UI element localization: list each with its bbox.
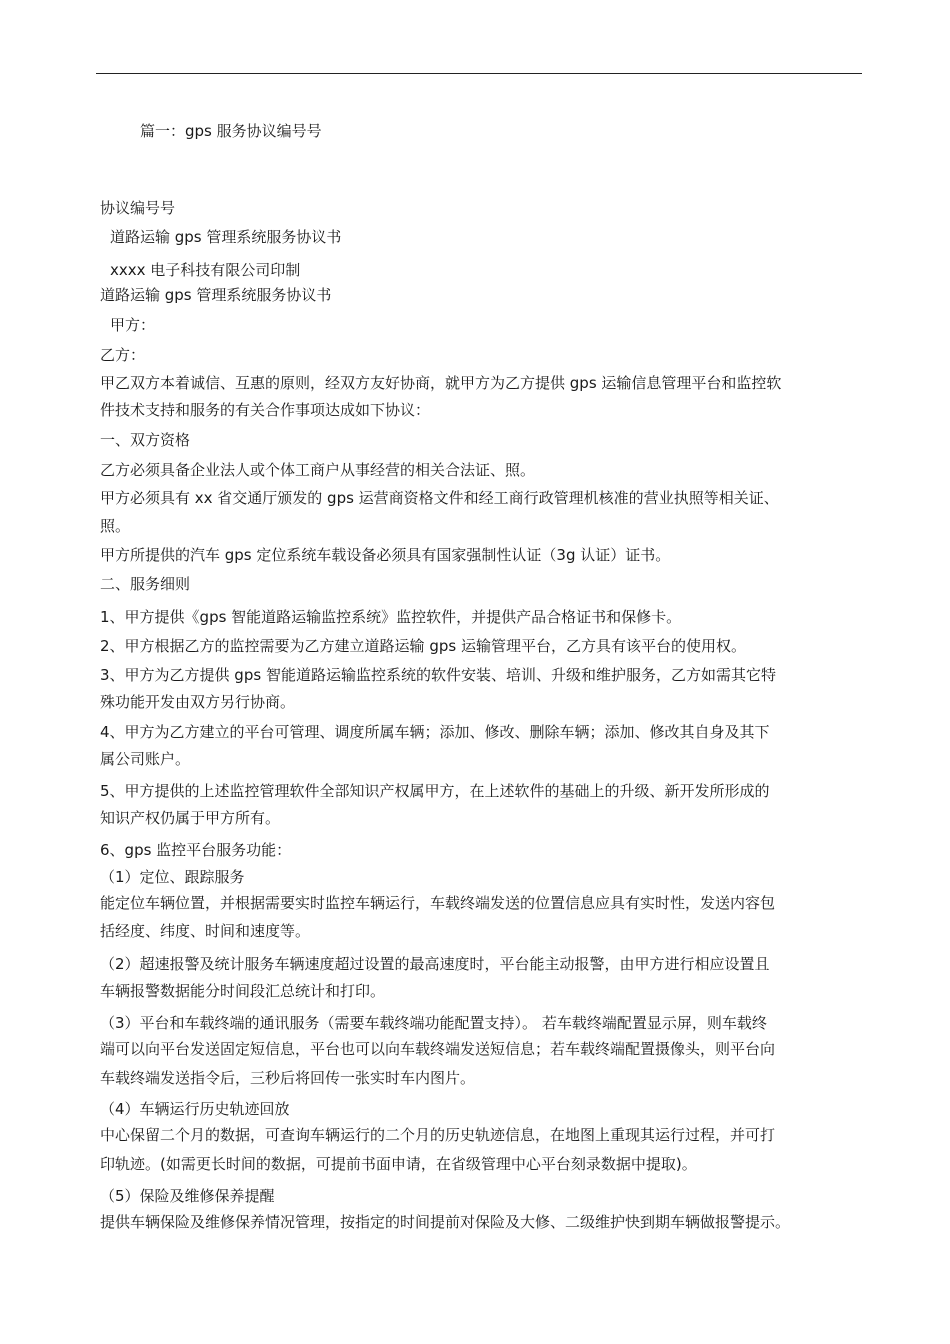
service-heading: （1）定位、跟踪服务 [100,868,245,886]
header-rule [96,73,862,74]
service-heading: （5）保险及维修保养提醒 [100,1187,275,1205]
service-line: 车载终端发送指令后，三秒后将回传一张实时车内图片。 [100,1069,476,1087]
clause-line: 2、甲方根据乙方的监控需要为乙方建立道路运输 gps 运输管理平台，乙方具有该平台的使用权。 [100,637,746,655]
party-a-label: 甲方： [110,316,156,334]
service-line: 能定位车辆位置，并根据需要实时监控车辆运行，车载终端发送的位置信息应具有实时性，发送内容包 [100,894,776,912]
service-line: 中心保留二个月的数据，可查询车辆运行的二个月的历史轨迹信息，在地图上重现其运行过程，并可打 [100,1126,776,1144]
clause-line: 3、甲方为乙方提供 gps 智能道路运输监控系统的软件安装、培训、升级和维护服务，乙方如需其它特 [100,666,776,684]
paragraph-line: 甲方所提供的汽车 gps 定位系统车载设备必须具有国家强制性认证（3g 认证）证书。 [100,546,671,564]
service-line: 车辆报警数据能分时间段汇总统计和打印。 [100,982,386,1000]
intro-line: 甲乙双方本着诚信、互惠的原则，经双方友好协商，就甲方为乙方提供 gps 运输信息管理平台和监控软 [100,374,782,392]
cover-doc-title: 道路运输 gps 管理系统服务协议书 [110,228,342,246]
cover-printer: xxxx 电子科技有限公司印制 [110,261,301,279]
service-line: （2）超速报警及统计服务车辆速度超过设置的最高速度时，平台能主动报警，由甲方进行相应设置且 [100,955,770,973]
clause-line: 5、甲方提供的上述监控管理软件全部知识产权属甲方，在上述软件的基础上的升级、新开发所形成的 [100,782,770,800]
service-line: 端可以向平台发送固定短信息，平台也可以向车载终端发送短信息；若车载终端配置摄像头，则平台向 [100,1040,776,1058]
paragraph-line: 照。 [100,517,131,535]
agreement-number-label: 协议编号号 [100,199,176,217]
service-line: 提供车辆保险及维修保养情况管理，按指定的时间提前对保险及大修、二级维护快到期车辆做报警提示。 [100,1213,791,1231]
service-line: 括经度、纬度、时间和速度等。 [100,922,311,940]
service-heading: （4）车辆运行历史轨迹回放 [100,1100,290,1118]
section-heading: 二、服务细则 [100,575,191,593]
clause-line: 6、gps 监控平台服务功能： [100,841,292,859]
clause-line: 殊功能开发由双方另行协商。 [100,693,296,711]
service-line: （3）平台和车载终端的通讯服务（需要车载终端功能配置支持）。 若车载终端配置显示屏，则车载终 [100,1014,767,1032]
clause-line: 4、甲方为乙方建立的平台可管理、调度所属车辆；添加、修改、删除车辆；添加、修改其自身及其下 [100,723,770,741]
body-title: 道路运输 gps 管理系统服务协议书 [100,286,332,304]
document-header-title: 篇一：gps 服务协议编号号 [140,122,322,140]
section-heading: 一、双方资格 [100,431,191,449]
clause-line: 知识产权仍属于甲方所有。 [100,809,281,827]
paragraph-line: 甲方必须具有 xx 省交通厅颁发的 gps 运营商资格文件和经工商行政管理机核准的营业执照等相关证、 [100,489,779,507]
service-line: 印轨迹。(如需更长时间的数据，可提前书面申请，在省级管理中心平台刻录数据中提取)。 [100,1155,697,1173]
party-b-label: 乙方： [100,346,146,364]
clause-line: 1、甲方提供《gps 智能道路运输监控系统》监控软件，并提供产品合格证书和保修卡。 [100,608,682,626]
clause-line: 属公司账户。 [100,750,191,768]
intro-line: 件技术支持和服务的有关合作事项达成如下协议： [100,401,431,419]
paragraph-line: 乙方必须具备企业法人或个体工商户从事经营的相关合法证、照。 [100,461,536,479]
